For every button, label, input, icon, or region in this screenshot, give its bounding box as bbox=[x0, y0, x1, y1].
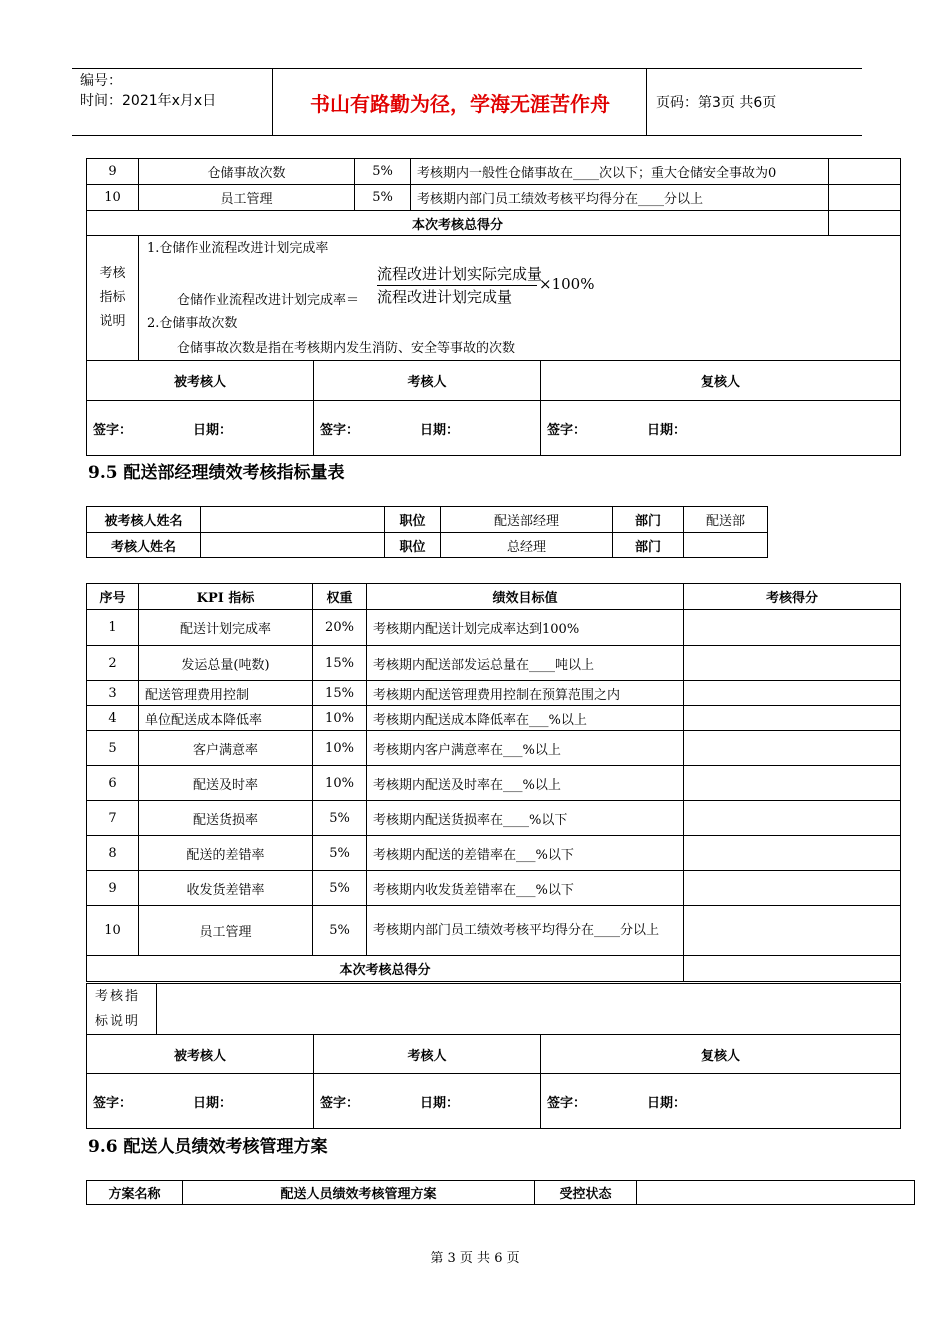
delivery-kpi-table bbox=[86, 583, 901, 982]
row-score bbox=[684, 681, 901, 706]
table-row bbox=[87, 706, 901, 731]
reviewer-header: 复核人 bbox=[541, 1035, 901, 1074]
assessee-name-value bbox=[201, 507, 385, 533]
position-label: 职位 bbox=[385, 533, 441, 558]
row-target: 考核期内客户满意率在___%以上 bbox=[367, 731, 684, 766]
row-no: 1 bbox=[87, 610, 139, 646]
row-target: 考核期内一般性仓储事故在____次以下；重大仓储安全事故为0 bbox=[411, 159, 829, 185]
row-target: 考核期内配送的差错率在___%以下 bbox=[367, 836, 684, 871]
position-value: 配送部经理 bbox=[441, 507, 613, 533]
department-value bbox=[684, 533, 768, 558]
note-label: 考核指标说明 bbox=[87, 236, 139, 361]
assessee-header: 被考核人 bbox=[87, 361, 314, 401]
col-header-kpi: KPI 指标 bbox=[139, 584, 313, 610]
row-weight: 15% bbox=[313, 646, 367, 681]
header-motto: 书山有路勤为径，学海无涯苦作舟 bbox=[310, 92, 610, 116]
reviewer-header: 复核人 bbox=[541, 361, 901, 401]
row-kpi: 员工管理 bbox=[139, 185, 355, 211]
row-kpi: 员工管理 bbox=[139, 906, 313, 956]
table-row bbox=[87, 766, 901, 801]
row-score bbox=[829, 185, 901, 211]
note-line-2: 2.仓储事故次数 bbox=[147, 316, 238, 331]
row-target: 考核期内收发货差错率在___%以下 bbox=[367, 871, 684, 906]
department-value: 配送部 bbox=[684, 507, 768, 533]
row-kpi: 客户满意率 bbox=[139, 731, 313, 766]
table-row bbox=[87, 646, 901, 681]
row-score bbox=[684, 871, 901, 906]
total-label: 本次考核总得分 bbox=[87, 211, 829, 236]
row-score bbox=[684, 731, 901, 766]
row-no: 2 bbox=[87, 646, 139, 681]
row-weight: 10% bbox=[313, 766, 367, 801]
table-row bbox=[87, 801, 901, 836]
note-content bbox=[139, 236, 901, 361]
note-content bbox=[157, 984, 901, 1035]
header-bottom-rule bbox=[72, 135, 862, 136]
date-label: 日期： bbox=[193, 422, 233, 438]
row-no: 9 bbox=[87, 871, 139, 906]
header-top-rule bbox=[72, 68, 862, 69]
date-label: 日期： bbox=[420, 1095, 460, 1111]
col-header-no: 序号 bbox=[87, 584, 139, 610]
row-no: 8 bbox=[87, 836, 139, 871]
header-info bbox=[80, 71, 216, 111]
top-note-box bbox=[86, 235, 901, 361]
note-label: 考核指标说明 bbox=[87, 984, 157, 1035]
row-weight: 5% bbox=[313, 801, 367, 836]
row-kpi: 单位配送成本降低率 bbox=[139, 706, 313, 731]
position-value: 总经理 bbox=[441, 533, 613, 558]
sign-label: 签字： bbox=[547, 422, 587, 438]
sign-label: 签字： bbox=[320, 1095, 360, 1111]
delivery-note-box bbox=[86, 983, 901, 1035]
total-label: 本次考核总得分 bbox=[87, 956, 684, 982]
row-kpi: 收发货差错率 bbox=[139, 871, 313, 906]
table-header-row bbox=[87, 584, 901, 610]
row-kpi: 配送管理费用控制 bbox=[139, 681, 313, 706]
date-label: 日期： bbox=[420, 422, 460, 438]
table-row bbox=[87, 159, 901, 185]
formula-numerator: 流程改进计划实际完成量 bbox=[377, 265, 543, 283]
row-score bbox=[684, 610, 901, 646]
department-label: 部门 bbox=[613, 507, 684, 533]
total-row bbox=[87, 956, 901, 982]
doc-time: 时间：2021年x月x日 bbox=[80, 93, 217, 109]
row-no: 10 bbox=[87, 185, 139, 211]
row-score bbox=[684, 836, 901, 871]
row-kpi: 发运总量(吨数) bbox=[139, 646, 313, 681]
row-no: 10 bbox=[87, 906, 139, 956]
header-divider bbox=[272, 68, 273, 135]
formula-multiplier: ×100% bbox=[539, 275, 595, 293]
table-row bbox=[87, 731, 901, 766]
row-kpi: 仓储事故次数 bbox=[139, 159, 355, 185]
position-label: 职位 bbox=[385, 507, 441, 533]
row-weight: 5% bbox=[313, 906, 367, 956]
section-9-5-title: 9.5 配送部经理绩效考核指标量表 bbox=[88, 463, 345, 483]
page-footer: 第 3 页 共 6 页 bbox=[430, 1251, 520, 1266]
control-status-value bbox=[637, 1181, 915, 1205]
row-target: 考核期内配送部发运总量在____吨以上 bbox=[367, 646, 684, 681]
row-kpi: 配送的差错率 bbox=[139, 836, 313, 871]
col-header-score: 考核得分 bbox=[684, 584, 901, 610]
sign-label: 签字： bbox=[320, 422, 360, 438]
total-row bbox=[87, 211, 901, 236]
row-score bbox=[684, 706, 901, 731]
row-no: 4 bbox=[87, 706, 139, 731]
row-kpi: 配送及时率 bbox=[139, 766, 313, 801]
assessor-header: 考核人 bbox=[314, 361, 541, 401]
section-9-6-title: 9.6 配送人员绩效考核管理方案 bbox=[88, 1137, 328, 1157]
date-label: 日期： bbox=[193, 1095, 233, 1111]
table-row bbox=[87, 681, 901, 706]
warehouse-kpi-table-continued bbox=[86, 158, 901, 236]
row-no: 9 bbox=[87, 159, 139, 185]
header-page-number: 页码：第3页 共6页 bbox=[656, 95, 777, 111]
table-row bbox=[87, 610, 901, 646]
row-weight: 5% bbox=[313, 836, 367, 871]
row-target: 考核期内配送货损率在____%以下 bbox=[367, 801, 684, 836]
row-weight: 5% bbox=[355, 185, 411, 211]
assessor-name-label: 考核人姓名 bbox=[87, 533, 201, 558]
sign-label: 签字： bbox=[93, 422, 133, 438]
row-weight: 10% bbox=[313, 706, 367, 731]
row-target: 考核期内配送成本降低率在___%以上 bbox=[367, 706, 684, 731]
col-header-target: 绩效目标值 bbox=[367, 584, 684, 610]
table-row bbox=[87, 185, 901, 211]
row-kpi: 配送货损率 bbox=[139, 801, 313, 836]
formula-denominator: 流程改进计划完成量 bbox=[377, 288, 513, 306]
control-status-label: 受控状态 bbox=[535, 1181, 637, 1205]
row-weight: 5% bbox=[313, 871, 367, 906]
row-score bbox=[829, 159, 901, 185]
row-weight: 20% bbox=[313, 610, 367, 646]
row-score bbox=[684, 766, 901, 801]
doc-code: 编号： bbox=[80, 73, 122, 89]
assessor-header: 考核人 bbox=[314, 1035, 541, 1074]
row-weight: 15% bbox=[313, 681, 367, 706]
row-target: 考核期内配送及时率在___%以上 bbox=[367, 766, 684, 801]
table-row bbox=[87, 836, 901, 871]
sign-label: 签字： bbox=[547, 1095, 587, 1111]
formula-label: 仓储作业流程改进计划完成率＝ bbox=[177, 293, 360, 308]
date-label: 日期： bbox=[647, 422, 687, 438]
assessee-name-label: 被考核人姓名 bbox=[87, 507, 201, 533]
table-row bbox=[87, 871, 901, 906]
total-score bbox=[829, 211, 901, 236]
row-no: 3 bbox=[87, 681, 139, 706]
department-label: 部门 bbox=[613, 533, 684, 558]
row-weight: 5% bbox=[355, 159, 411, 185]
header-divider bbox=[646, 68, 647, 135]
plan-name-label: 方案名称 bbox=[87, 1181, 183, 1205]
assessor-name-value bbox=[201, 533, 385, 558]
plan-name-value: 配送人员绩效考核管理方案 bbox=[183, 1181, 535, 1205]
table-row bbox=[87, 906, 901, 956]
note-line-3: 仓储事故次数是指在考核期内发生消防、安全等事故的次数 bbox=[177, 341, 516, 356]
row-score bbox=[684, 646, 901, 681]
row-weight: 10% bbox=[313, 731, 367, 766]
row-target: 考核期内配送管理费用控制在预算范围之内 bbox=[367, 681, 684, 706]
row-score bbox=[684, 801, 901, 836]
row-target: 考核期内配送计划完成率达到100% bbox=[367, 610, 684, 646]
row-kpi: 配送计划完成率 bbox=[139, 610, 313, 646]
row-target: 考核期内部门员工绩效考核平均得分在____分以上 bbox=[411, 185, 829, 211]
row-no: 6 bbox=[87, 766, 139, 801]
col-header-weight: 权重 bbox=[313, 584, 367, 610]
row-no: 5 bbox=[87, 731, 139, 766]
note-line-1: 1.仓储作业流程改进计划完成率 bbox=[147, 241, 329, 256]
total-score bbox=[684, 956, 901, 982]
assessee-header: 被考核人 bbox=[87, 1035, 314, 1074]
row-score bbox=[684, 906, 901, 956]
row-no: 7 bbox=[87, 801, 139, 836]
date-label: 日期： bbox=[647, 1095, 687, 1111]
sign-label: 签字： bbox=[93, 1095, 133, 1111]
signature-table bbox=[86, 360, 901, 456]
assessee-info-table bbox=[86, 506, 768, 558]
signature-table bbox=[86, 1034, 901, 1129]
plan-info-table bbox=[86, 1180, 915, 1205]
row-target: 考核期内部门员工绩效考核平均得分在____分以上 bbox=[367, 906, 684, 956]
